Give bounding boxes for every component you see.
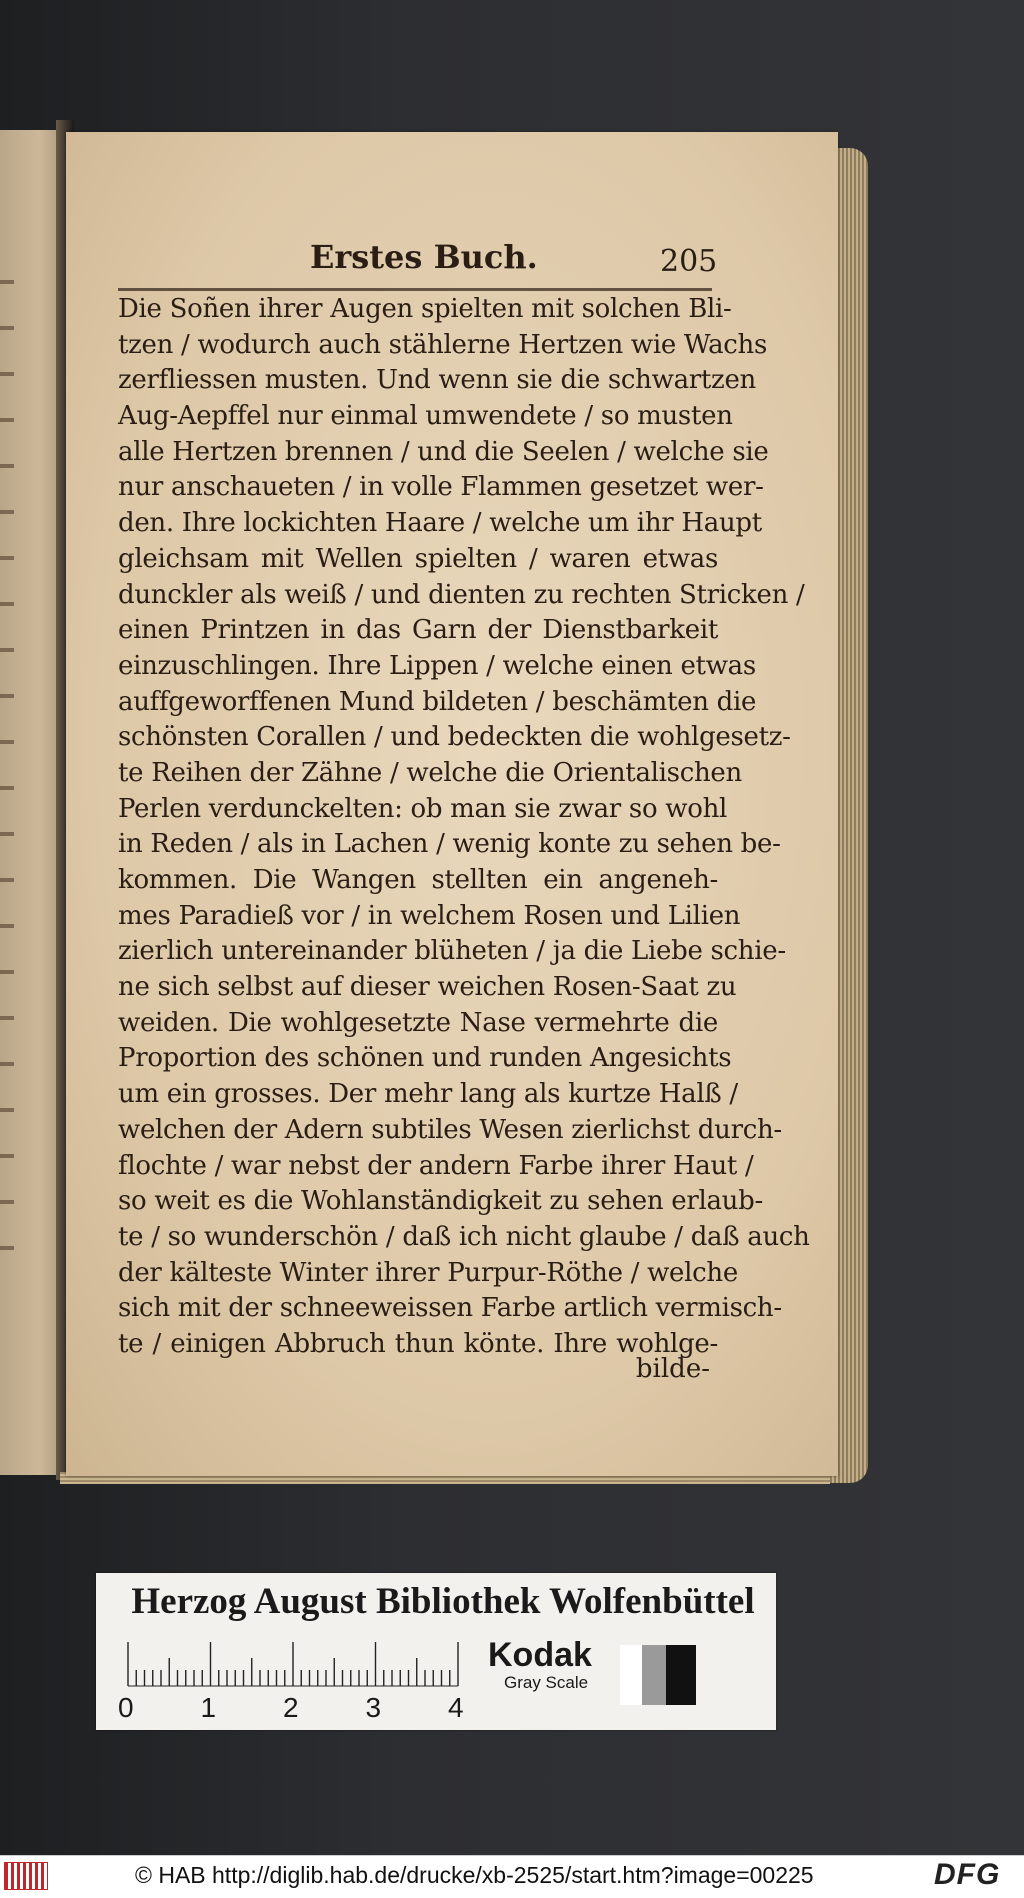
text-line: mes Paradieß vor / in welchem Rosen und Lilien	[118, 900, 741, 931]
hab-logo-icon	[4, 1862, 48, 1890]
ruler-number: 1	[200, 1692, 217, 1723]
text-line: te / so wunderschön / daß ich nicht glaube / daß auch	[118, 1221, 810, 1252]
kodak-logo: Kodak	[488, 1636, 592, 1674]
library-name: Herzog August Bibliothek Wolfenbüttel	[131, 1581, 755, 1622]
text-line: dunckler als weiß / und dienten zu rechten Stricken /	[118, 579, 805, 610]
running-head: Erstes Buch.	[310, 238, 538, 276]
text-line: zierlich untereinander blüheten / ja die Liebe schie-	[118, 936, 786, 967]
text-line: der kälteste Winter ihrer Purpur-Röthe / welche	[118, 1257, 738, 1288]
text-line: den. Ihre lockichten Haare / welche um ihr Haupt	[118, 508, 762, 539]
adjacent-page-text-edge	[0, 280, 14, 1280]
footer-citation[interactable]: © HAB http://diglib.hab.de/drucke/xb-2525/start.htm?image=00225	[135, 1862, 814, 1888]
gray-patches	[620, 1645, 696, 1705]
text-line: kommen. Die Wangen stellten ein angeneh-	[118, 865, 718, 895]
dfg-logo: DFG	[934, 1858, 1001, 1891]
text-line: Aug-Aepffel nur einmal umwendete / so musten	[118, 401, 733, 432]
text-line: so weit es die Wohlanständigkeit zu sehen erlaub-	[118, 1186, 763, 1217]
text-line: ne sich selbst auf dieser weichen Rosen-Saat zu	[118, 972, 737, 1003]
ruler-number: 0	[118, 1692, 134, 1723]
ruler-number: 2	[283, 1692, 299, 1723]
page-text	[118, 292, 810, 1363]
text-line: um ein grosses. Der mehr lang als kurtze Halß /	[118, 1079, 738, 1110]
text-line: Perlen verdunckelten: ob man sie zwar so wohl	[118, 793, 728, 824]
text-line: flochte / war nebst der andern Farbe ihrer Haut /	[118, 1150, 754, 1181]
ruler-number: 3	[365, 1692, 382, 1723]
text-line: tzen / wodurch auch stählerne Hertzen wie Wachs	[118, 329, 768, 360]
ruler-numbers	[118, 1692, 498, 1726]
header-rule	[118, 288, 712, 291]
text-line: weiden. Die wohlgesetzte Nase vermehrte die	[118, 1007, 718, 1038]
text-line: Proportion des schönen und runden Angesichts	[118, 1043, 732, 1074]
gray-patch	[620, 1645, 642, 1705]
catchword: bilde-	[635, 1354, 710, 1384]
gray-scale-label: Gray Scale	[504, 1673, 589, 1692]
text-line: auffgeworffenen Mund bildeten / beschämten die	[118, 686, 757, 717]
gray-patch	[642, 1645, 666, 1705]
text-line: te / einigen Abbruch thun könte. Ihre wohlge-	[118, 1328, 718, 1359]
text-line: einen Printzen in das Garn der Dienstbarkeit	[118, 615, 718, 646]
text-line: gleichsam mit Wellen spielten / waren etwas	[118, 543, 718, 574]
text-line: sich mit der schneeweissen Farbe artlich vermisch-	[118, 1293, 782, 1324]
text-line: alle Hertzen brennen / und die Seelen / welche sie	[118, 436, 769, 467]
text-line: zerfliessen musten. Und wenn sie die schwartzen	[118, 365, 756, 396]
ruler-ticks	[128, 1640, 466, 1690]
gray-patch	[666, 1645, 696, 1705]
text-line: schönsten Corallen / und bedeckten die wohlgesetz-	[118, 722, 791, 753]
text-line: nur anschaueten / in volle Flammen gesetzet wer-	[118, 472, 764, 503]
ruler-number: 4	[448, 1692, 464, 1723]
text-line: Die Soñen ihrer Augen spielten mit solchen Bli-	[118, 294, 732, 324]
text-line: te Reihen der Zähne / welche die Orientalischen	[118, 757, 742, 788]
page-number: 205	[660, 244, 718, 279]
text-line: in Reden / als in Lachen / wenig konte zu sehen be-	[118, 829, 781, 860]
text-line: welchen der Adern subtiles Wesen zierlichst durch-	[118, 1114, 782, 1145]
text-line: einzuschlingen. Ihre Lippen / welche einen etwas	[118, 650, 756, 681]
